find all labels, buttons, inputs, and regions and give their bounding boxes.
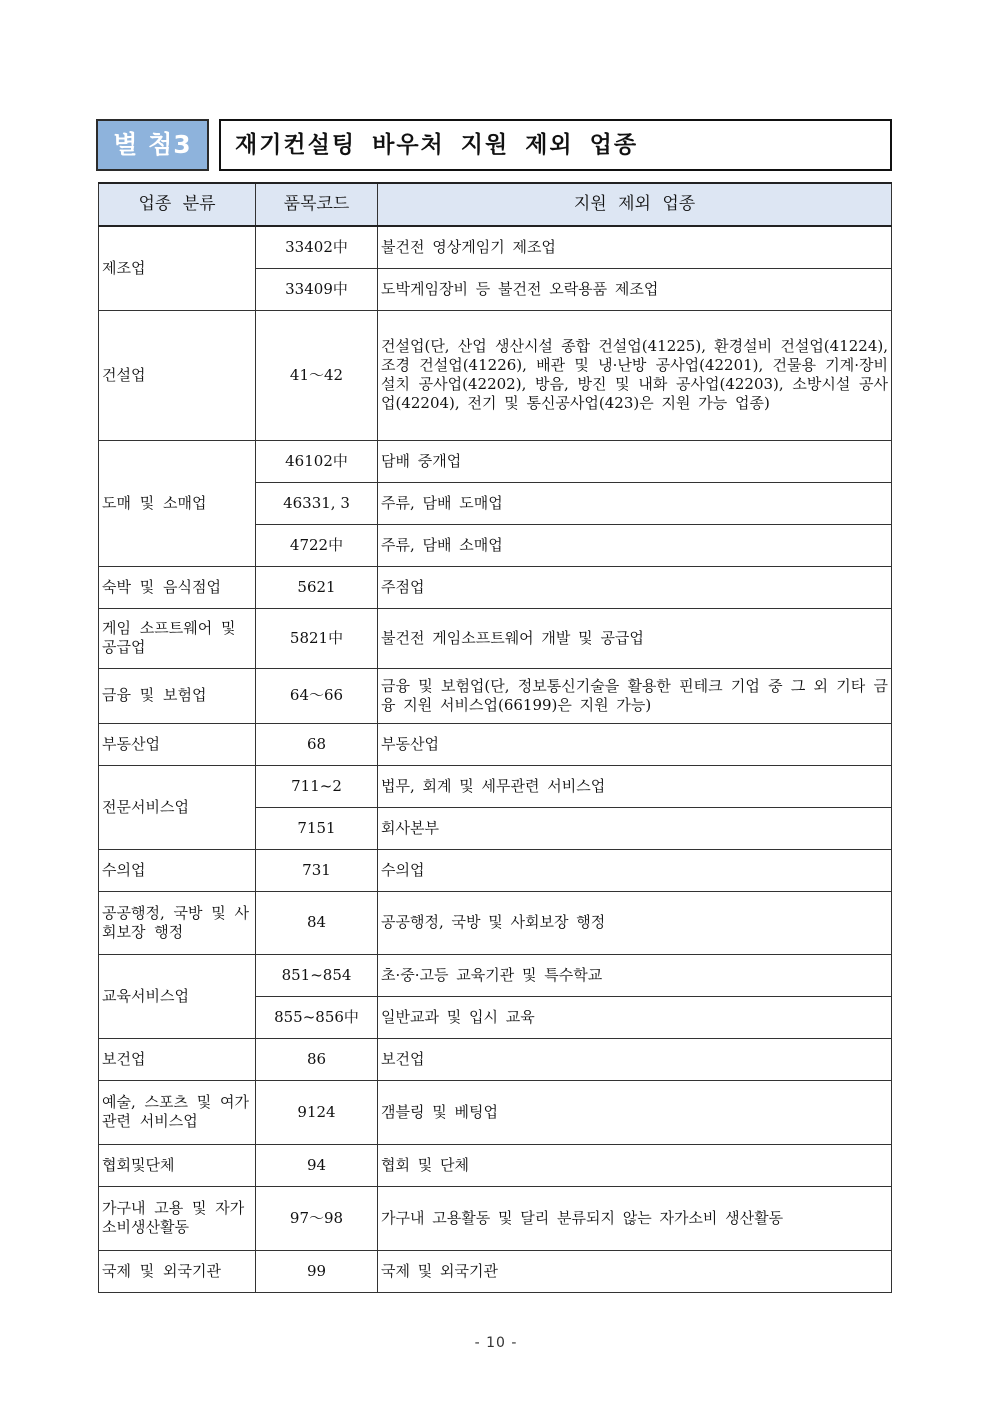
table-row (99, 668, 892, 723)
code-cell: 731 (256, 849, 378, 891)
excluded-industry-cell: 불건전 게임소프트웨어 개발 및 공급업 (378, 608, 892, 668)
code-cell: 46331, 3 (256, 482, 378, 524)
category-cell: 국제 및 외국기관 (99, 1250, 256, 1292)
excluded-industry-cell: 초·중·고등 교육기관 및 특수학교 (378, 954, 892, 996)
code-cell: 86 (256, 1038, 378, 1080)
code-cell: 9124 (256, 1080, 378, 1144)
category-cell: 숙박 및 음식점업 (99, 566, 256, 608)
table-row (99, 1038, 892, 1080)
table-row (99, 226, 892, 268)
table-row (99, 891, 892, 954)
table-row (99, 849, 892, 891)
table-row (99, 765, 892, 807)
category-cell: 건설업 (99, 310, 256, 440)
excluded-industry-cell: 주점업 (378, 566, 892, 608)
code-cell: 5621 (256, 566, 378, 608)
table-row (99, 1186, 892, 1250)
excluded-industry-cell: 갬블링 및 베팅업 (378, 1080, 892, 1144)
excluded-industry-cell: 공공행정, 국방 및 사회보장 행정 (378, 891, 892, 954)
excluded-industry-cell: 건설업(단, 산업 생산시설 종합 건설업(41225), 환경설비 건설업(41224), 조경 건설업(41226), 배관 및 냉·난방 공사업(42201), 건물용 기계·장비 설치 공사업(42202), 방음, 방진 및 내화 공사업(42203), 소방시설 공사업(42204), 전기 및 통신공사업(423)은 지원 가능 업종) (378, 310, 892, 440)
table-row (99, 310, 892, 440)
excluded-industry-cell: 수의업 (378, 849, 892, 891)
category-cell: 부동산업 (99, 723, 256, 765)
excluded-industry-cell: 법무, 회계 및 세무관련 서비스업 (378, 765, 892, 807)
category-cell: 제조업 (99, 226, 256, 310)
category-cell: 금융 및 보험업 (99, 668, 256, 723)
code-cell: 84 (256, 891, 378, 954)
code-cell: 711~2 (256, 765, 378, 807)
excluded-industry-cell: 도박게임장비 등 불건전 오락용품 제조업 (378, 268, 892, 310)
column-header-excluded: 지원 제외 업종 (378, 183, 892, 226)
category-cell: 공공행정, 국방 및 사회보장 행정 (99, 891, 256, 954)
excluded-industry-cell: 담배 중개업 (378, 440, 892, 482)
code-cell: 851~854 (256, 954, 378, 996)
category-cell: 도매 및 소매업 (99, 440, 256, 566)
code-cell: 41～42 (256, 310, 378, 440)
excluded-industries-table (98, 182, 892, 1293)
category-cell: 예술, 스포츠 및 여가관련 서비스업 (99, 1080, 256, 1144)
code-cell: 5821中 (256, 608, 378, 668)
code-cell: 33409中 (256, 268, 378, 310)
category-cell: 전문서비스업 (99, 765, 256, 849)
code-cell: 68 (256, 723, 378, 765)
category-cell: 협회및단체 (99, 1144, 256, 1186)
table-row (99, 1250, 892, 1292)
table-header-row (99, 183, 892, 226)
table-row (99, 608, 892, 668)
table-row (99, 440, 892, 482)
category-cell: 가구내 고용 및 자가소비생산활동 (99, 1186, 256, 1250)
category-cell: 수의업 (99, 849, 256, 891)
excluded-industry-cell: 일반교과 및 입시 교육 (378, 996, 892, 1038)
code-cell: 7151 (256, 807, 378, 849)
category-cell: 게임 소프트웨어 및 공급업 (99, 608, 256, 668)
table-row (99, 1144, 892, 1186)
excluded-industry-cell: 불건전 영상게임기 제조업 (378, 226, 892, 268)
table-body (99, 226, 892, 1292)
code-cell: 97～98 (256, 1186, 378, 1250)
excluded-industry-cell: 부동산업 (378, 723, 892, 765)
table-row (99, 954, 892, 996)
excluded-industry-cell: 협회 및 단체 (378, 1144, 892, 1186)
table-row (99, 1080, 892, 1144)
category-cell: 교육서비스업 (99, 954, 256, 1038)
table-row (99, 566, 892, 608)
annex-header (96, 119, 892, 171)
excluded-industry-cell: 보건업 (378, 1038, 892, 1080)
code-cell: 94 (256, 1144, 378, 1186)
code-cell: 99 (256, 1250, 378, 1292)
code-cell: 855~856中 (256, 996, 378, 1038)
excluded-industry-cell: 국제 및 외국기관 (378, 1250, 892, 1292)
excluded-industry-cell: 금융 및 보험업(단, 정보통신기술을 활용한 핀테크 기업 중 그 외 기타 금융 지원 서비스업(66199)은 지원 가능) (378, 668, 892, 723)
excluded-industry-cell: 가구내 고용활동 및 달리 분류되지 않는 자가소비 생산활동 (378, 1186, 892, 1250)
code-cell: 4722中 (256, 524, 378, 566)
column-header-category: 업종 분류 (99, 183, 256, 226)
excluded-industry-cell: 회사본부 (378, 807, 892, 849)
code-cell: 64～66 (256, 668, 378, 723)
code-cell: 46102中 (256, 440, 378, 482)
code-cell: 33402中 (256, 226, 378, 268)
category-cell: 보건업 (99, 1038, 256, 1080)
excluded-industry-cell: 주류, 담배 도매업 (378, 482, 892, 524)
page-number: - 10 - (474, 1335, 518, 1351)
table-row (99, 723, 892, 765)
document-title: 재기컨설팅 바우처 지원 제외 업종 (219, 119, 892, 171)
column-header-code: 품목코드 (256, 183, 378, 226)
annex-badge: 별 첨3 (96, 119, 209, 171)
excluded-industry-cell: 주류, 담배 소매업 (378, 524, 892, 566)
